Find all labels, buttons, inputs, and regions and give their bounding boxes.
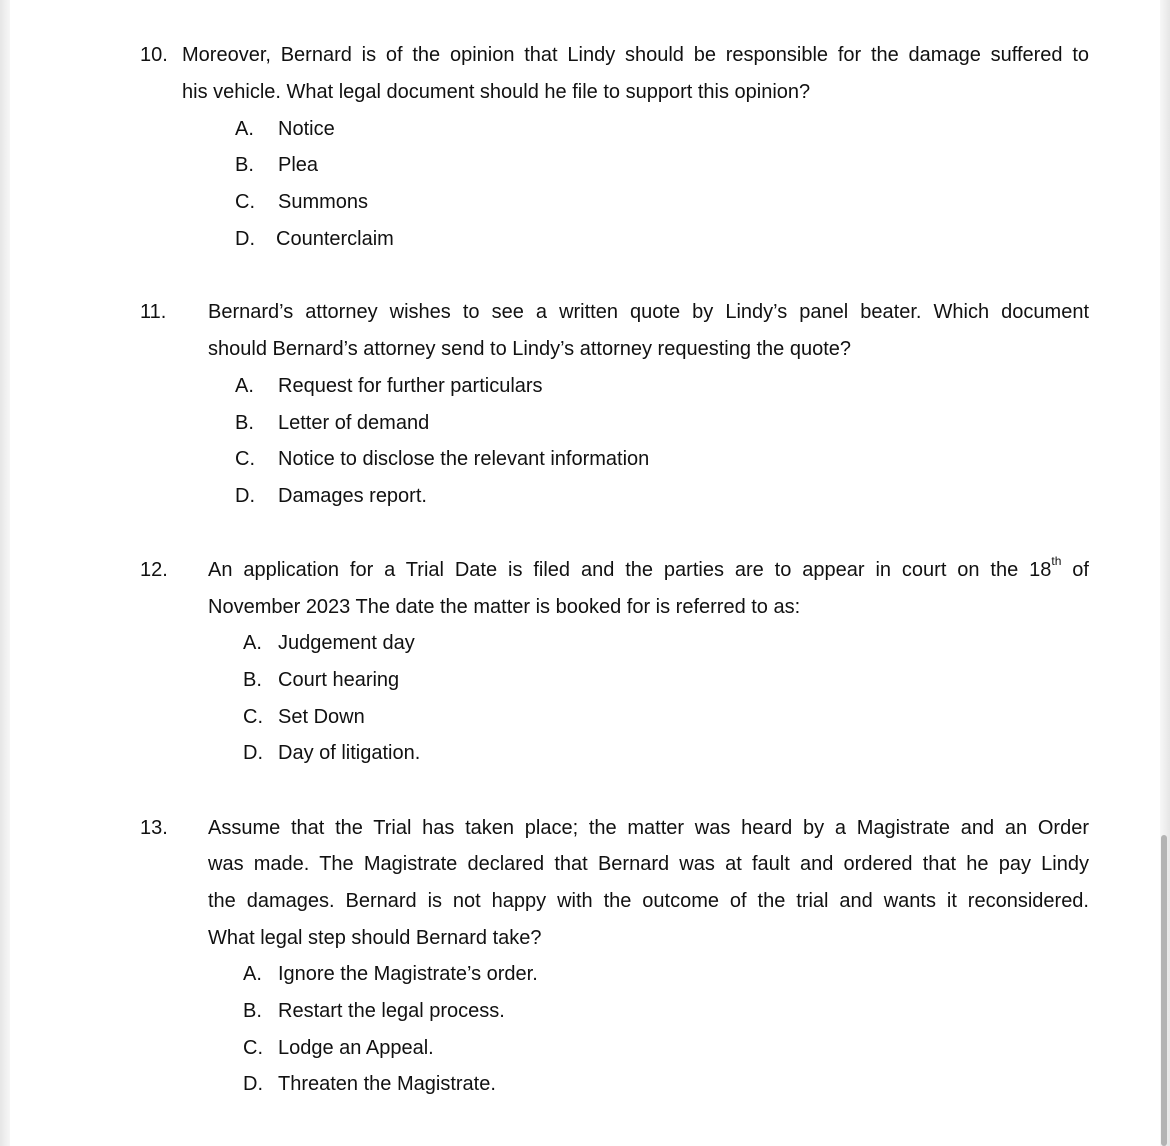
option-letter: D. <box>243 742 263 764</box>
option-letter: B. <box>235 154 254 176</box>
page-left-edge <box>0 0 10 1146</box>
vertical-scrollbar-thumb[interactable] <box>1161 835 1167 1146</box>
question-text-line: was made. The Magistrate declared that Bernard was at fault and ordered that he pay Lindy <box>208 853 1089 875</box>
question-number: 11. <box>140 301 167 323</box>
option-letter: A. <box>243 632 262 654</box>
option-text: Summons <box>278 191 369 213</box>
option-text: Threaten the Magistrate. <box>278 1073 496 1095</box>
option-letter: B. <box>243 1000 262 1022</box>
option-text: Damages report. <box>278 485 427 507</box>
question-text-line: Assume that the Trial has taken place; the matter was heard by a Magistrate and an Order <box>208 817 1089 839</box>
option-letter: A. <box>235 118 254 140</box>
option-text: Counterclaim <box>276 228 394 250</box>
question-text-main: An application for a Trial Date is filed and the parties are to appear in court on the 18 <box>208 559 1052 581</box>
option-letter: B. <box>235 412 254 434</box>
option-letter: B. <box>243 669 262 691</box>
question-number: 13. <box>140 817 168 839</box>
question-text-line: What legal step should Bernard take? <box>208 927 542 949</box>
option-text: Lodge an Appeal. <box>278 1037 434 1059</box>
option-letter: A. <box>243 963 262 985</box>
question-number: 10. <box>140 44 168 66</box>
question-text-line <box>208 554 1089 582</box>
option-letter: C. <box>235 191 255 213</box>
option-text: Letter of demand <box>278 412 430 434</box>
ordinal-suffix: th <box>1051 554 1062 569</box>
option-text: Court hearing <box>278 669 400 691</box>
question-text-line: Bernard’s attorney wishes to see a written quote by Lindy’s panel beater. Which document <box>208 301 1089 323</box>
question-text-line: Moreover, Bernard is of the opinion that Lindy should be responsible for the damage suffered to <box>182 44 1089 66</box>
option-text: Restart the legal process. <box>278 1000 505 1022</box>
option-letter: D. <box>235 228 255 250</box>
option-letter: A. <box>235 375 254 397</box>
question-text-line: his vehicle. What legal document should he file to support this opinion? <box>182 81 811 103</box>
option-letter: D. <box>243 1073 263 1095</box>
option-letter: C. <box>243 1037 263 1059</box>
option-text: Judgement day <box>278 632 415 654</box>
option-text: Set Down <box>278 706 365 728</box>
question-number: 12. <box>140 559 168 581</box>
option-text: Notice to disclose the relevant information <box>278 448 650 470</box>
question-text-line: November 2023 The date the matter is booked for is referred to as: <box>208 596 801 618</box>
option-letter: C. <box>243 706 263 728</box>
option-text: Notice <box>278 118 335 140</box>
option-letter: D. <box>235 485 255 507</box>
option-text: Plea <box>278 154 319 176</box>
question-text-line: the damages. Bernard is not happy with the outcome of the trial and wants it reconsidered. <box>208 890 1089 912</box>
option-text: Ignore the Magistrate’s order. <box>278 963 538 985</box>
question-text-end: of <box>1061 559 1089 581</box>
question-text-line: should Bernard’s attorney send to Lindy’s attorney requesting the quote? <box>208 338 852 360</box>
option-letter: C. <box>235 448 255 470</box>
option-text: Day of litigation. <box>278 742 421 764</box>
option-text: Request for further particulars <box>278 375 543 397</box>
